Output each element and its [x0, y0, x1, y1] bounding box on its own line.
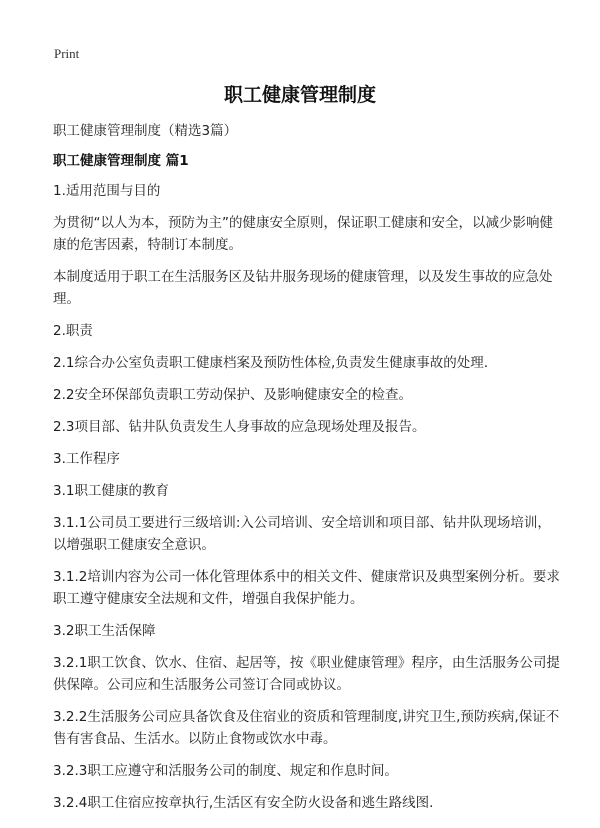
document-body	[53, 120, 563, 824]
paragraph-education-3-1-1: 3.1.1公司员工要进行三级培训:入公司培训、安全培训和项目部、钻井队现场培训，以增强职工健康安全意识。	[53, 515, 551, 553]
paragraph-responsibility-2-3: 2.3项目部、钻井队负责发生人身事故的应急现场处理及报告。	[53, 419, 426, 435]
paragraph-responsibility-2-1: 2.1综合办公室负责职工健康档案及预防性体检,负责发生健康事故的处理.	[53, 355, 489, 371]
paragraph-responsibility-2-2: 2.2安全环保部负责职工劳动保护、及影响健康安全的检查。	[53, 387, 412, 403]
paragraph-responsibilities-heading: 2.职责	[53, 323, 93, 339]
paragraph-scope: 本制度适用于职工在生活服务区及钻井服务现场的健康管理，以及发生事故的应急处理。	[53, 269, 553, 307]
page-title: 职工健康管理制度	[223, 84, 376, 106]
paragraph-scope-heading: 1.适用范围与目的	[53, 183, 161, 199]
print-label: Print	[54, 46, 80, 61]
paragraph-purpose: 为贯彻“以人为本，预防为主”的健康安全原则，保证职工健康和安全，以减少影响健康的危害因素，特制订本制度。	[53, 215, 553, 253]
section-heading: 职工健康管理制度 篇1	[53, 153, 189, 169]
paragraph-education-heading: 3.1职工健康的教育	[53, 483, 169, 499]
paragraph-living-3-2-1: 3.2.1职工饮食、饮水、住宿、起居等，按《职业健康管理》程序，由生活服务公司提供保障。公司应和生活服务公司签订合同或协议。	[53, 655, 560, 693]
paragraph-living-3-2-2: 3.2.2生活服务公司应具备饮食及住宿业的资质和管理制度,讲究卫生,预防疾病,保证不售有害食品、生活水。以防止食物或饮水中毒。	[53, 709, 560, 747]
paragraph-living-heading: 3.2职工生活保障	[53, 623, 156, 639]
paragraph-living-3-2-4: 3.2.4职工住宿应按章执行,生活区有安全防火设备和逃生路线图.	[53, 795, 434, 811]
paragraph-education-3-1-2: 3.1.2培训内容为公司一体化管理体系中的相关文件、健康常识及典型案例分析。要求职工遵守健康安全法规和文件，增强自我保护能力。	[53, 569, 560, 607]
paragraph-living-3-2-3: 3.2.3职工应遵守和活服务公司的制度、规定和作息时间。	[53, 763, 398, 779]
document-subtitle: 职工健康管理制度（精选3篇）	[53, 123, 238, 139]
paragraph-procedure-heading: 3.工作程序	[53, 451, 120, 467]
